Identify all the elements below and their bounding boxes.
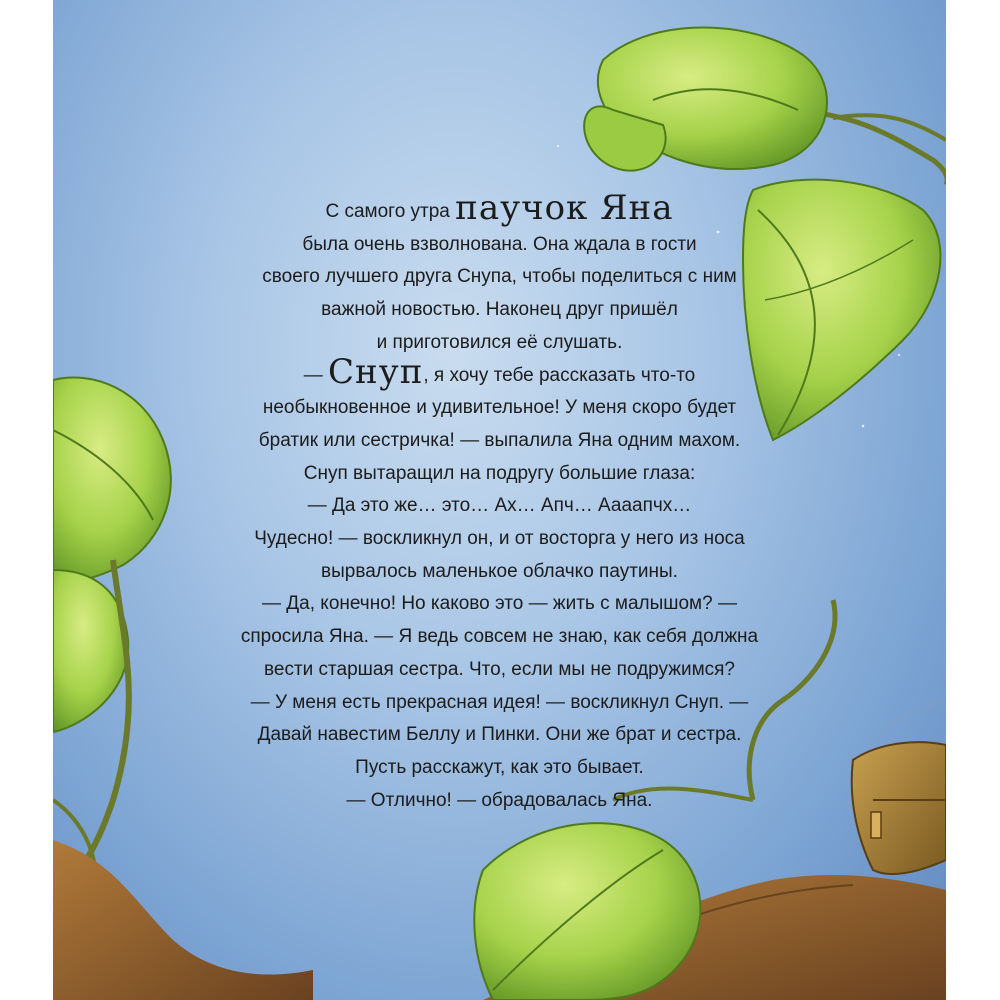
story-text [53,188,946,817]
story-line [53,294,946,327]
line-text: С самого утра [325,201,456,222]
story-line [53,621,946,654]
line-text: важной новостью. Наконец друг пришёл [321,299,678,321]
story-line [53,229,946,262]
line-text: Пусть расскажут, как это бывает. [355,756,644,778]
story-line [53,327,946,360]
line-text: вырвалось маленькое облачко паутины. [321,560,678,582]
decorative-name: Снуп [328,351,424,392]
line-text: необыкновенное и удивительное! У меня скоро будет [262,397,737,419]
line-text: — У меня есть прекрасная идея! — воскликнул Снуп. — [250,691,749,713]
story-line [53,523,946,556]
line-text: была очень взволнована. Она ждала в гости [302,233,697,255]
story-line [53,490,946,523]
line-text: — Да, конечно! Но каково это — жить с малышом? — [262,593,737,615]
story-line [53,588,946,621]
line-text: своего лучшего друга Снупа, чтобы поделиться с ним [262,266,737,288]
story-line [53,687,946,720]
line-text: и приготовился её слушать. [376,331,623,353]
story-line [53,719,946,752]
story-line [53,785,946,818]
line-text: братик или сестричка! — выпалила Яна одним махом. [258,429,741,451]
line-text: вести старшая сестра. Что, если мы не подружимся? [264,658,735,680]
line-text: — Да это же… это… Ах… Апч… Аааапчх… [307,495,692,517]
story-line [53,188,946,229]
decorative-name: паучок Яна [455,188,674,228]
story-line [53,425,946,458]
line-text: Давай навестим Беллу и Пинки. Они же брат и сестра. [257,724,742,746]
story-line [53,392,946,425]
line-text: — [303,364,329,386]
line-text: , я хочу тебе рассказать что-то [423,364,696,386]
story-line [53,654,946,687]
story-line [53,351,946,393]
story-line [53,752,946,785]
story-line [53,556,946,589]
story-line [53,458,946,491]
line-text: спросила Яна. — Я ведь совсем не знаю, как себя должна [240,626,759,648]
line-text: Чудесно! — воскликнул он, и от восторга у него из носа [254,528,745,550]
line-text: — Отлично! — обрадовалась Яна. [346,789,653,811]
story-line [53,261,946,294]
book-page [53,0,946,1000]
line-text: Снуп вытаращил на подругу большие глаза: [303,462,696,484]
